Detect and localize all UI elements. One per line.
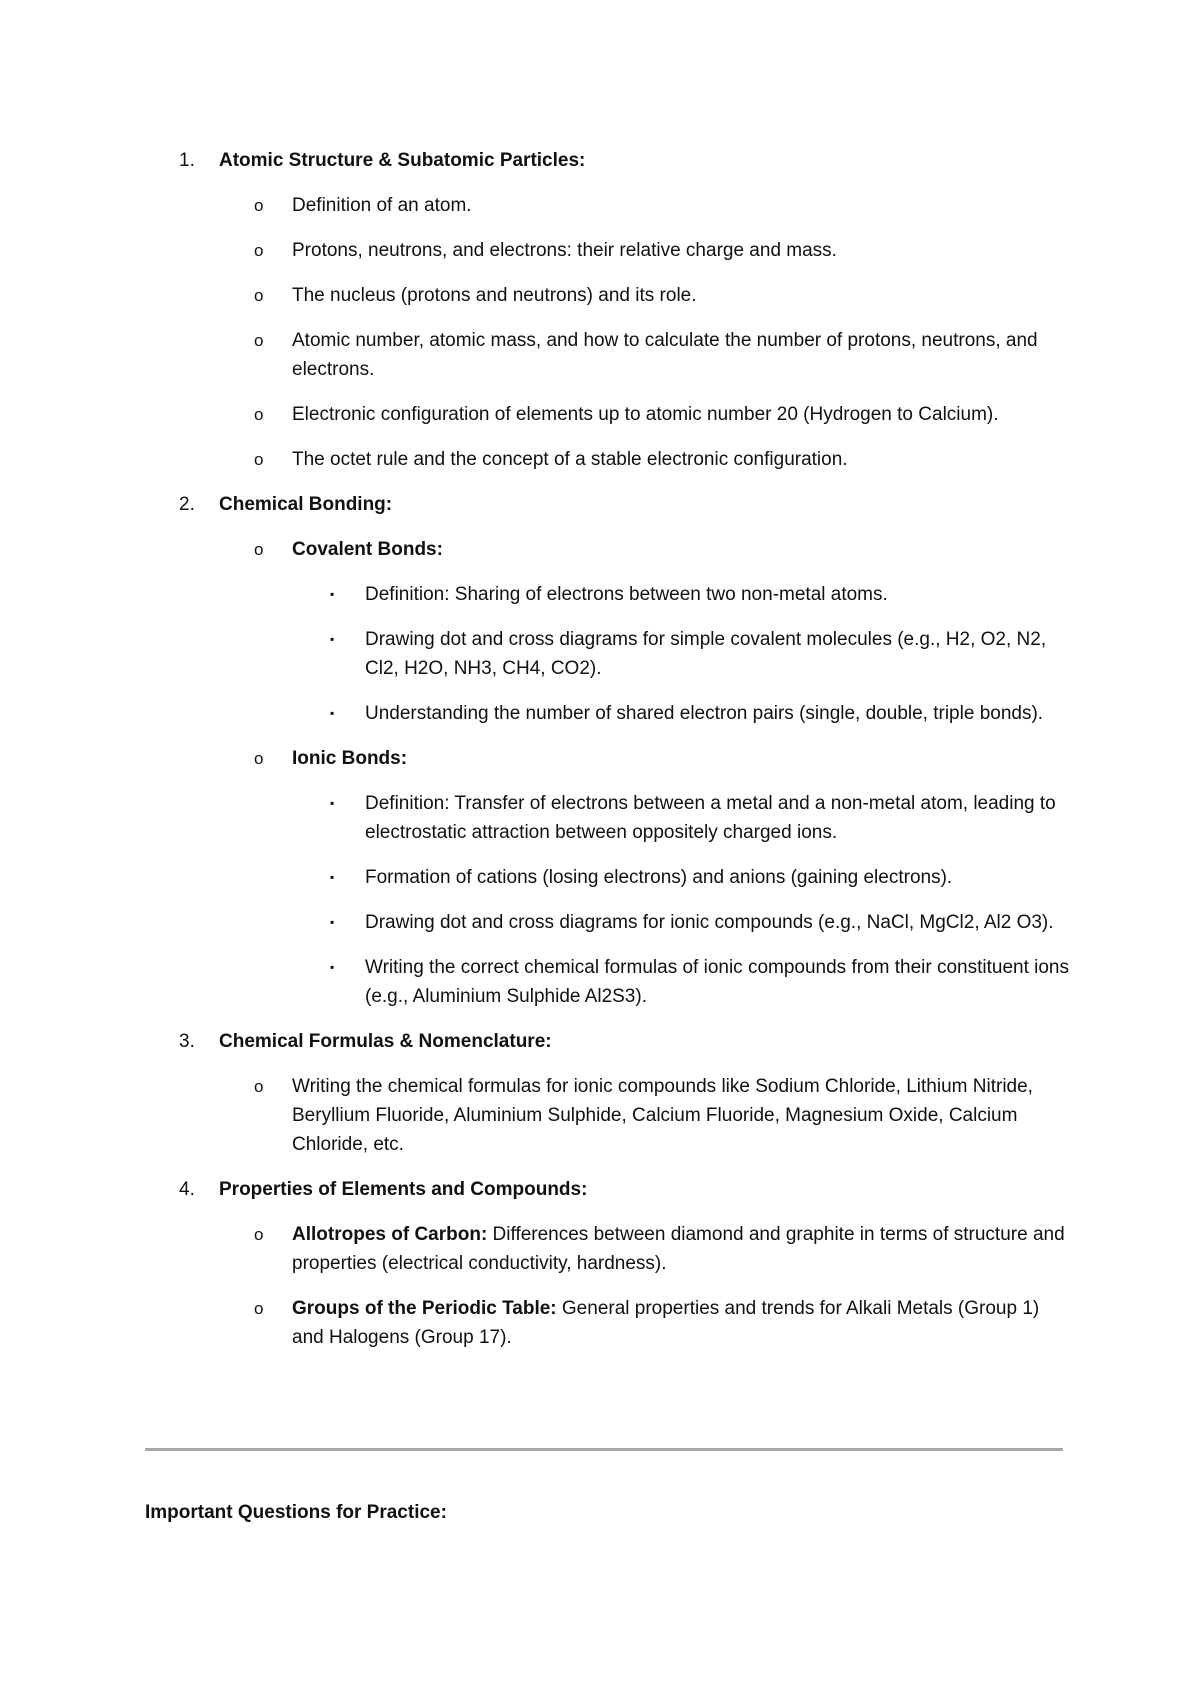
item-text: General properties and trends for Alkali Metals (Group 1) and Halogens (Group 17).: [292, 1298, 1040, 1348]
list-item-ionic-bonds: [145, 744, 1070, 773]
section-heading: [145, 146, 1070, 175]
section-chemical-bonding: [145, 490, 1070, 1011]
bullet: o: [254, 450, 264, 469]
section-heading: [145, 1027, 1070, 1056]
bullet: o: [254, 405, 264, 424]
bullet: o: [254, 1077, 264, 1096]
item-text: Definition of an atom.: [292, 195, 472, 216]
item-text: Understanding the number of shared electron pairs (single, double, triple bonds).: [365, 703, 1044, 724]
item-text: Definition: Transfer of electrons between a metal and a non-metal atom, leading to electrostatic attraction between oppositely charged ions.: [365, 793, 1056, 843]
bullet: o: [254, 286, 264, 305]
section-heading: [145, 490, 1070, 519]
item-label: Ionic Bonds:: [292, 748, 408, 769]
item-text: Drawing dot and cross diagrams for simple covalent molecules (e.g., H2, O2, N2, Cl2, H2O, NH3, CH4, CO2).: [365, 629, 1047, 679]
list-item: [145, 281, 1070, 310]
section-title: Atomic Structure & Subatomic Particles:: [219, 150, 586, 171]
list-item: [145, 445, 1070, 474]
square-bullet-icon: ▪: [330, 915, 335, 929]
item-text: Electronic configuration of elements up to atomic number 20 (Hydrogen to Calcium).: [292, 404, 999, 425]
outline-list: [145, 146, 1070, 1368]
section-chemical-formulas: [145, 1027, 1070, 1159]
square-bullet-icon: ▪: [330, 870, 335, 884]
list-item: [145, 326, 1070, 384]
list-item: [145, 191, 1070, 220]
square-bullet-icon: ▪: [330, 587, 335, 601]
section-properties: [145, 1175, 1070, 1352]
item-text: Atomic number, atomic mass, and how to calculate the number of protons, neutrons, and electrons.: [292, 330, 1038, 380]
sub-list-item: [145, 625, 1070, 683]
section-title: Chemical Formulas & Nomenclature:: [219, 1031, 552, 1052]
practice-questions-heading: Important Questions for Practice:: [145, 1502, 447, 1523]
section-title: Chemical Bonding:: [219, 494, 393, 515]
square-bullet-icon: ▪: [330, 632, 335, 646]
square-bullet-icon: ▪: [330, 796, 335, 810]
section-number: 3.: [179, 1031, 195, 1052]
section-number: 4.: [179, 1179, 195, 1200]
bullet: o: [254, 540, 264, 559]
item-text: Drawing dot and cross diagrams for ionic compounds (e.g., NaCl, MgCl2, Al2 O3).: [365, 912, 1054, 933]
section-number: 2.: [179, 494, 195, 515]
section-atomic-structure: [145, 146, 1070, 474]
item-label: Covalent Bonds:: [292, 539, 443, 560]
sub-list-item: [145, 699, 1070, 728]
sub-list-item: [145, 580, 1070, 609]
item-text: The octet rule and the concept of a stable electronic configuration.: [292, 449, 848, 470]
list-item: [145, 236, 1070, 265]
section-number: 1.: [179, 150, 195, 171]
item-label: Groups of the Periodic Table:: [292, 1298, 557, 1319]
bullet: o: [254, 241, 264, 260]
sub-list-item: [145, 789, 1070, 847]
bullet: o: [254, 749, 264, 768]
item-label: Allotropes of Carbon:: [292, 1224, 488, 1245]
item-text: Formation of cations (losing electrons) and anions (gaining electrons).: [365, 867, 953, 888]
list-item-allotropes: [145, 1220, 1070, 1278]
item-text: Writing the correct chemical formulas of ionic compounds from their constituent ions (e.g., Aluminium Sulphide Al2S3).: [365, 957, 1070, 1007]
bullet: o: [254, 196, 264, 215]
sub-list-item: [145, 908, 1070, 937]
bullet: o: [254, 1299, 264, 1318]
list-item-periodic-groups: [145, 1294, 1070, 1352]
section-title: Properties of Elements and Compounds:: [219, 1179, 588, 1200]
item-text: Writing the chemical formulas for ionic compounds like Sodium Chloride, Lithium Nitride, Beryllium Fluoride, Aluminium Sulphide, Calcium Fluoride, Magnesium Oxide, Calcium Chloride, etc.: [292, 1076, 1033, 1155]
item-text: The nucleus (protons and neutrons) and its role.: [292, 285, 697, 306]
sub-list-item: [145, 863, 1070, 892]
item-text: Differences between diamond and graphite in terms of structure and properties (electrical conductivity, hardness).: [292, 1224, 1065, 1274]
horizontal-divider: [145, 1448, 1063, 1451]
square-bullet-icon: ▪: [330, 960, 335, 974]
bullet: o: [254, 331, 264, 350]
bullet: o: [254, 1225, 264, 1244]
list-item-covalent-bonds: [145, 535, 1070, 564]
sub-list-item: [145, 953, 1070, 1011]
item-text: Protons, neutrons, and electrons: their relative charge and mass.: [292, 240, 837, 261]
list-item: [145, 1072, 1070, 1159]
list-item: [145, 400, 1070, 429]
item-text: Definition: Sharing of electrons between two non-metal atoms.: [365, 584, 888, 605]
section-heading: [145, 1175, 1070, 1204]
square-bullet-icon: ▪: [330, 706, 335, 720]
